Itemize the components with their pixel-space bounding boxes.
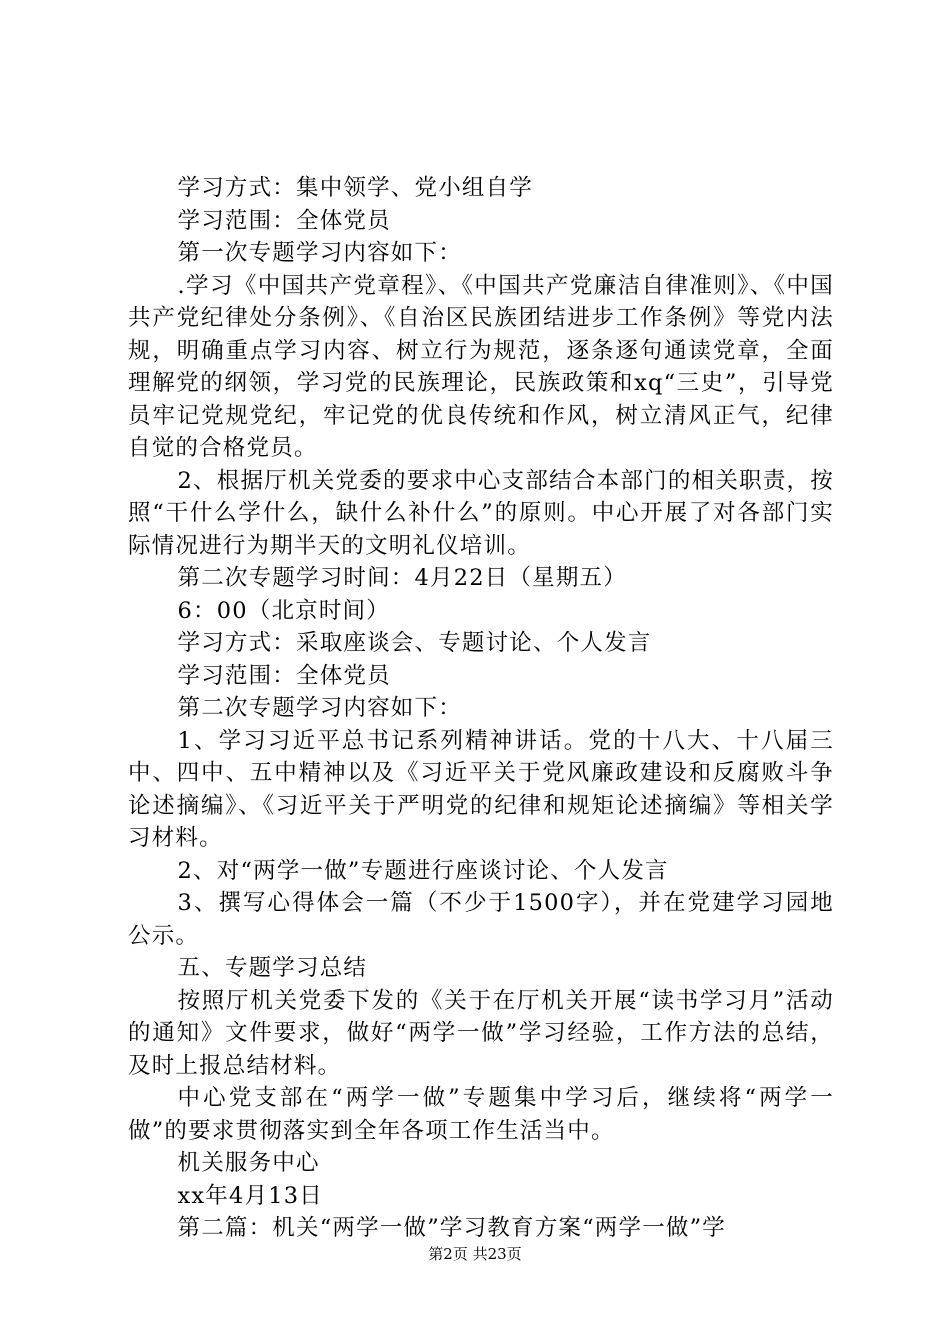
paragraph-second-session-heading: 第二次专题学习内容如下： bbox=[177, 695, 462, 721]
paragraph-study-scope: 学习范围：全体党员 bbox=[177, 207, 391, 234]
paragraph-summary-2: 中心党支部在“两学一做”专题集中学习后，继续将“两学一做”的要求贯彻落实到全年各项工作生活当中。 bbox=[128, 1085, 834, 1144]
paragraph-first-session-item-2: 2、根据厅机关党委的要求中心支部结合本部门的相关职责，按照“干什么学什么，缺什么补什么”的原则。中心开展了对各部门实际情况进行为期半天的文明礼仪培训。 bbox=[128, 467, 834, 559]
paragraph-second-session-clock: 6：00（北京时间） bbox=[177, 597, 390, 624]
paragraph-second-session-time: 第二次专题学习时间：4月22日（星期五） bbox=[177, 565, 627, 591]
signature-date: xx年4月13日 bbox=[177, 1182, 323, 1209]
page-footer bbox=[0, 1244, 950, 1264]
paragraph-study-method: 学习方式：集中领学、党小组自学 bbox=[177, 175, 534, 201]
paragraph-second-session-item-1: 1、学习习近平总书记系列精神讲话。党的十八大、十八届三中、四中、五中精神以及《习近平关于党风廉政建设和反腐败斗争论述摘编》、《习近平关于严明党的纪律和规矩论述摘编》等相关学习材料。 bbox=[128, 727, 834, 851]
paragraph-second-session-item-3: 3、撰写心得体会一篇（不少于1500字），并在党建学习园地公示。 bbox=[128, 890, 834, 949]
document-body bbox=[128, 172, 834, 1245]
paragraph-second-article-title: 第二篇：机关“两学一做”学习教育方案“两学一做”学 bbox=[177, 1215, 727, 1241]
paragraph-summary-1: 按照厅机关党委下发的《关于在厅机关开展“读书学习月”活动的通知》文件要求，做好“两学一做”学习经验，工作方法的总结，及时上报总结材料。 bbox=[128, 987, 834, 1079]
paragraph-first-session-heading: 第一次专题学习内容如下： bbox=[177, 240, 462, 266]
paragraph-second-study-method: 学习方式：采取座谈会、专题讨论、个人发言 bbox=[177, 630, 652, 656]
paragraph-second-session-item-2: 2、对“两学一做”专题进行座谈讨论、个人发言 bbox=[177, 857, 669, 884]
page-number-label: 第2页 共23页 bbox=[428, 1245, 522, 1263]
section-heading-summary: 五、专题学习总结 bbox=[177, 955, 368, 981]
paragraph-second-study-scope: 学习范围：全体党员 bbox=[177, 662, 391, 689]
paragraph-first-session-item-1: .学习《中国共产党章程》、《中国共产党廉洁自律准则》、《中国共产党纪律处分条例》、《自治区民族团结进步工作条例》等党内法规，明确重点学习内容、树立行为规范，逐条逐句通读党章，全面理解党的纲领，学习党的民族理论，民族政策和xq“三史”，引导党员牢记党规党纪，牢记党的优良传统和作风，树立清风正气，纪律自觉的合格党员。 bbox=[128, 272, 834, 461]
signature-organization: 机关服务中心 bbox=[177, 1150, 320, 1176]
